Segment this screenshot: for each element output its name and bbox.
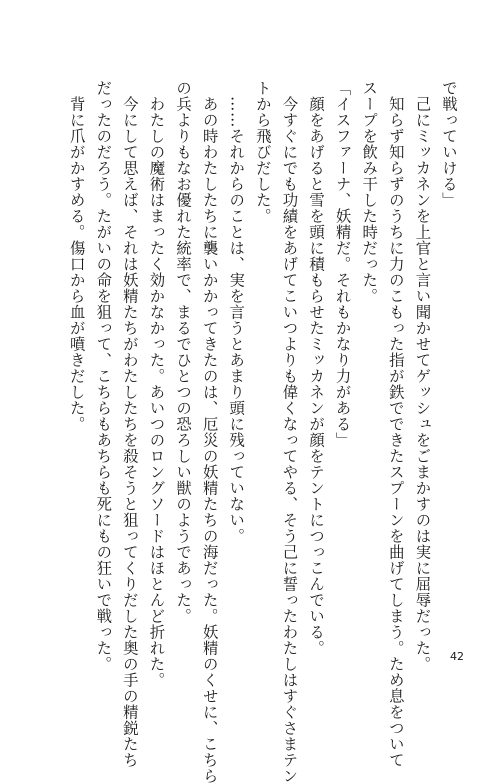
text-line: で戦っていける」: [440, 80, 458, 208]
text-line: 顔をあげると雪を頭に積もらせたミッカネンが顔をテントにつっこんでいる。: [307, 80, 326, 656]
text-line: 今すぐにでも功績をあげてこいつよりも偉くなってやる、そう己に誓ったわたしはすぐさまテン: [280, 80, 299, 784]
text-line: の兵よりもなお優れた統率で、まるでひとつの恐ろしい獣のようであった。: [174, 80, 193, 624]
text-line: 知らず知らずのうちに力のこもった指が鉄でできたスプーンを曲げてしまう。ため息をついて: [386, 80, 405, 768]
text-line: トから飛びだした。: [253, 80, 272, 224]
text-line: スープを飲み干した時だった。: [360, 80, 379, 304]
text-line: ……それからのことは、実を言うとあまり頭に残っていない。: [227, 80, 246, 544]
page-number: 42: [450, 650, 464, 663]
text-line: わたしの魔術はまったく効かなかった。あいつのロングソードはほとんど折れた。: [147, 80, 166, 688]
text-line: 背に爪がかすめる。傷口から血が噴きだした。: [67, 80, 86, 432]
text-line: あの時わたしたちに襲いかかってきたのは、厄災の妖精たちの海だった。妖精のくせに、こちら: [200, 80, 219, 784]
text-line: だったのだろう。たがいの命を狙って、こちらもあちらも死にもの狂いで戦った。: [94, 80, 113, 672]
text-line: 今にして思えば、それは妖精たちがわたしたちを殺そうと狙ってくりだした奥の手の精鋭たち: [120, 80, 139, 768]
text-line: 己にミッカネンを上官と言い聞かせてゲッシュをごまかすのは実に屈辱だった。: [413, 80, 432, 672]
text-line: 「イスファーナ、妖精だ。それもかなり力がある」: [333, 80, 352, 448]
